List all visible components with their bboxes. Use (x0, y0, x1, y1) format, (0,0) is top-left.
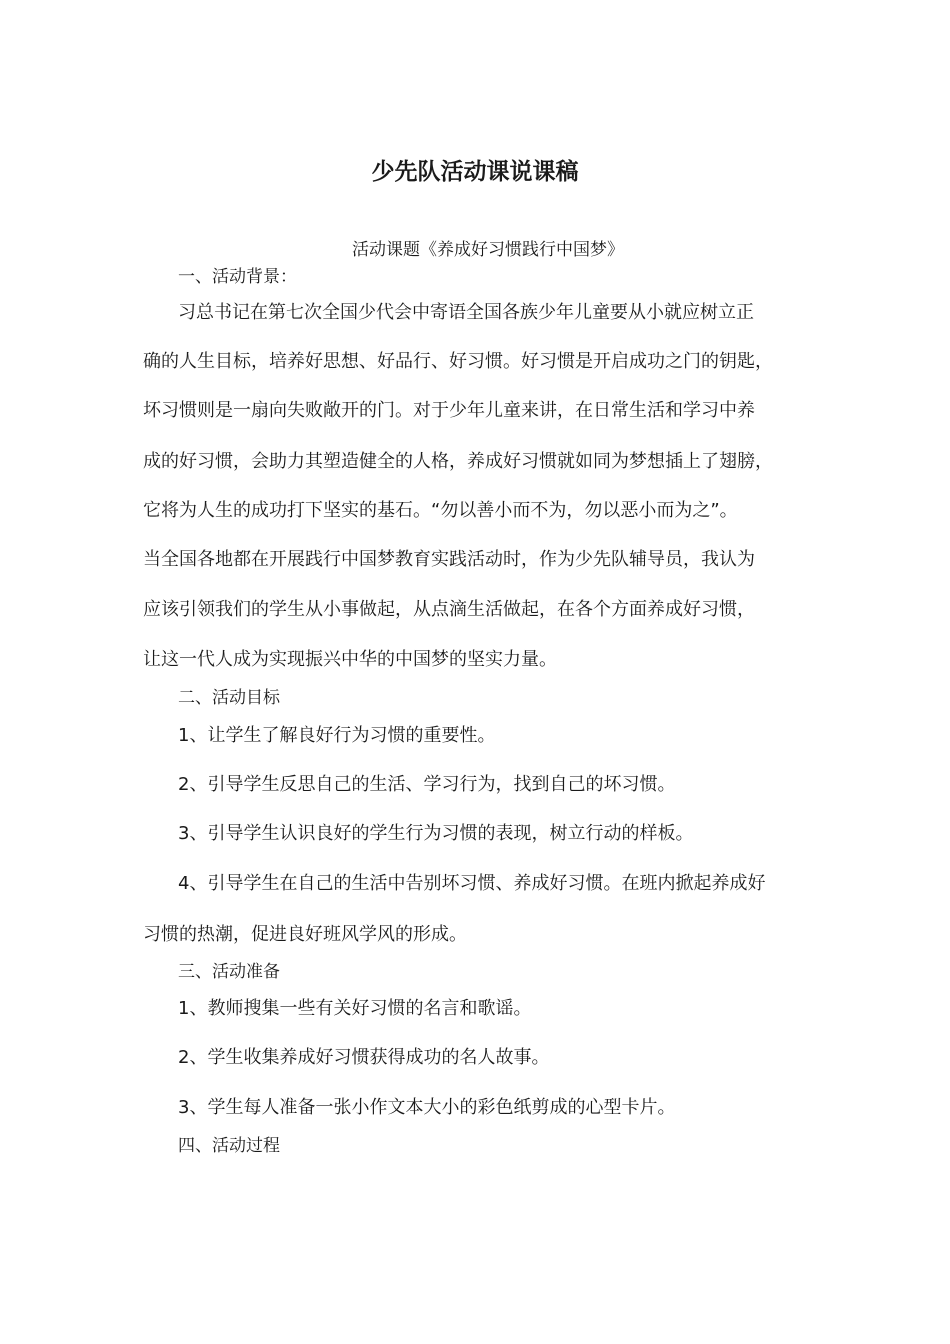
list-item: 2、引导学生反思自己的生活、学习行为，找到自己的坏习惯。 (178, 774, 676, 795)
paragraph-line: 习总书记在第七次全国少代会中寄语全国各族少年儿童要从小就应树立正 (178, 302, 754, 323)
document-subtitle: 活动课题《养成好习惯践行中国梦》 (352, 240, 624, 260)
list-item: 3、引导学生认识良好的学生行为习惯的表现，树立行动的样板。 (178, 823, 694, 844)
list-item: 1、让学生了解良好行为习惯的重要性。 (178, 725, 496, 746)
paragraph-line: 它将为人生的成功打下坚实的基石。“勿以善小而不为，勿以恶小而为之”。 (143, 500, 738, 521)
section-heading-goals: 二、活动目标 (178, 688, 280, 708)
list-item: 4、引导学生在自己的生活中告别坏习惯、养成好习惯。在班内掀起养成好 (178, 873, 766, 894)
paragraph-line: 让这一代人成为实现振兴中华的中国梦的坚实力量。 (143, 649, 557, 670)
list-item: 1、教师搜集一些有关好习惯的名言和歌谣。 (178, 998, 532, 1019)
list-item-continuation: 习惯的热潮，促进良好班风学风的形成。 (143, 924, 467, 945)
document-title: 少先队活动课说课稿 (371, 159, 579, 185)
paragraph-line: 坏习惯则是一扇向失败敞开的门。对于少年儿童来讲，在日常生活和学习中养 (143, 400, 755, 421)
paragraph-line: 确的人生目标，培养好思想、好品行、好习惯。好习惯是开启成功之门的钥匙， (143, 351, 773, 372)
paragraph-line: 应该引领我们的学生从小事做起，从点滴生活做起，在各个方面养成好习惯， (143, 599, 755, 620)
list-item: 3、学生每人准备一张小作文本大小的彩色纸剪成的心型卡片。 (178, 1097, 676, 1118)
section-heading-background: 一、活动背景： (178, 267, 297, 287)
section-heading-preparation: 三、活动准备 (178, 962, 280, 982)
section-heading-process: 四、活动过程 (178, 1136, 280, 1156)
list-item: 2、学生收集养成好习惯获得成功的名人故事。 (178, 1047, 550, 1068)
paragraph-line: 成的好习惯，会助力其塑造健全的人格，养成好习惯就如同为梦想插上了翅膀， (143, 451, 773, 472)
paragraph-line: 当全国各地都在开展践行中国梦教育实践活动时，作为少先队辅导员，我认为 (143, 549, 755, 570)
